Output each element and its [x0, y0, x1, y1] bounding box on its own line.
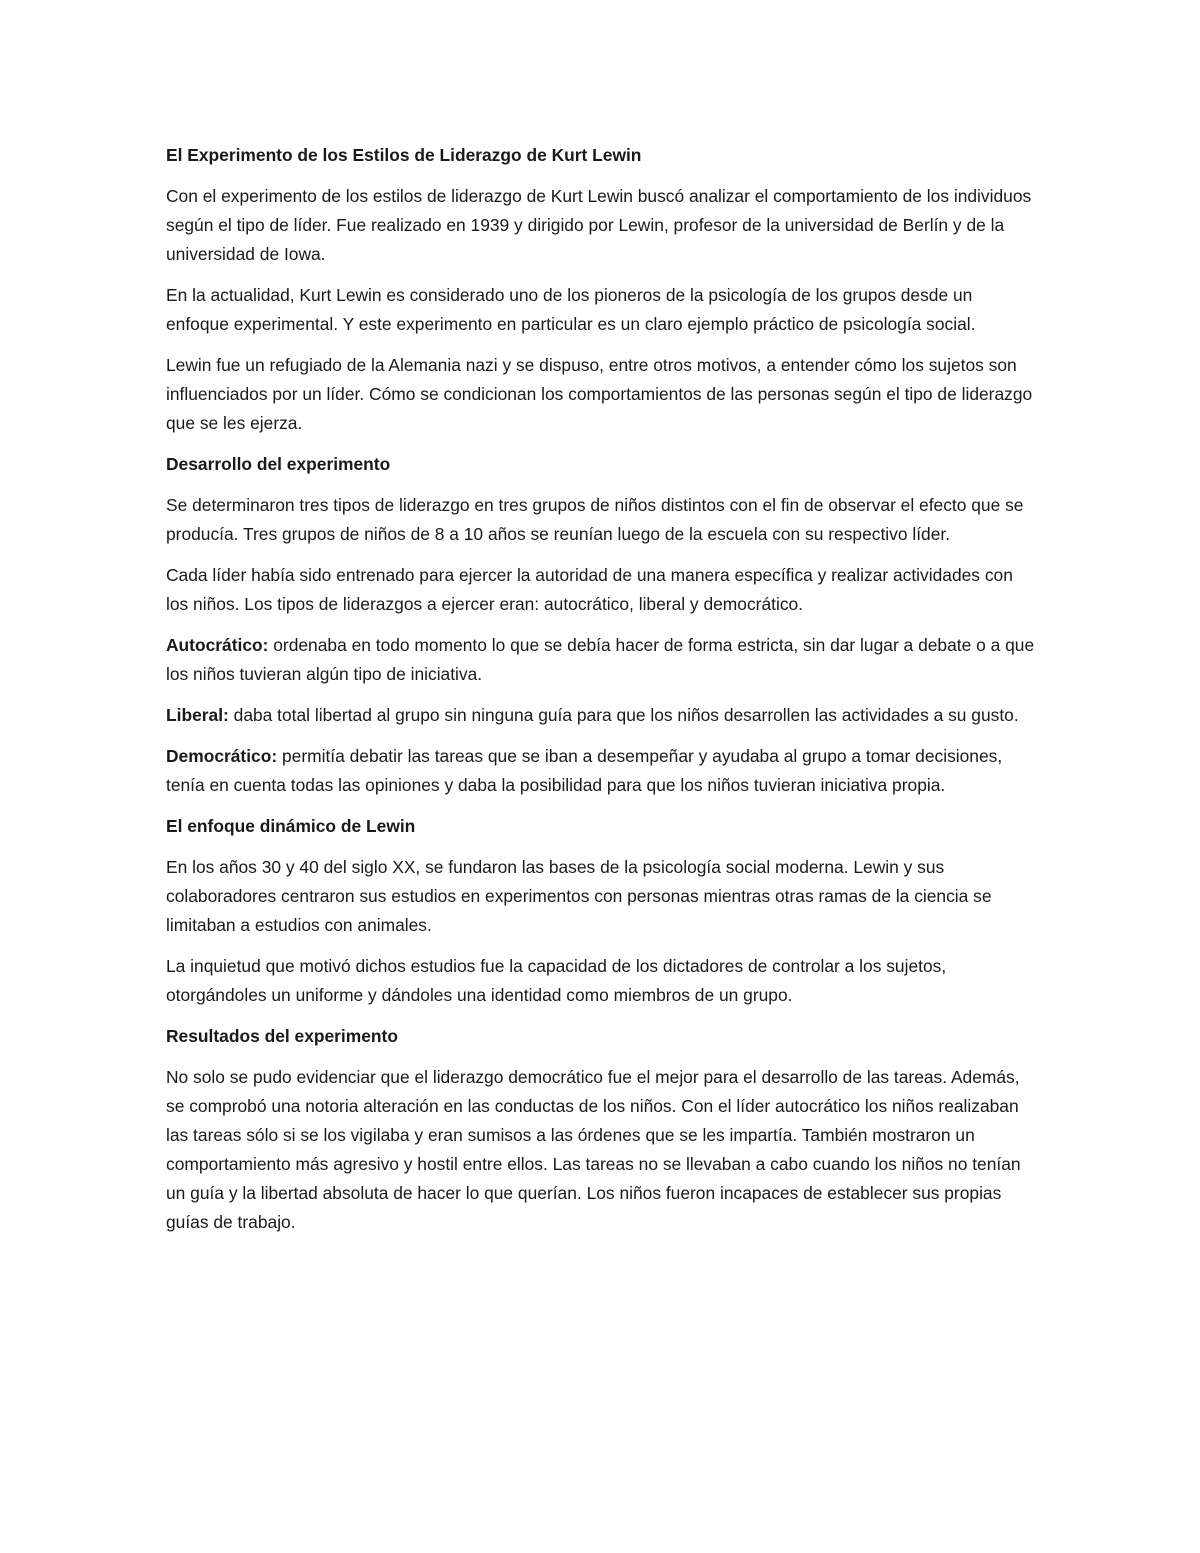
- enfoque-paragraph-1: En los años 30 y 40 del siglo XX, se fundaron las bases de la psicología social moderna. Lewin y sus colaboradores centraron sus estudios en experimentos con personas mientras otras ramas de la ciencia se limitaban a estudios con animales.: [166, 857, 992, 935]
- style-liberal: [166, 701, 1036, 730]
- section-heading-desarrollo: Desarrollo del experimento: [166, 454, 391, 474]
- document-page: [166, 141, 1036, 1249]
- enfoque-paragraph-2: La inquietud que motivó dichos estudios fue la capacidad de los dictadores de controlar a los sujetos, otorgándoles un uniforme y dándoles una identidad como miembros de un grupo.: [166, 956, 947, 1005]
- section-heading-resultados: Resultados del experimento: [166, 1026, 398, 1046]
- desarrollo-paragraph-2: Cada líder había sido entrenado para ejercer la autoridad de una manera específica y realizar actividades con los niños. Los tipos de liderazgos a ejercer eran: autocrático, liberal y democrático.: [166, 565, 1013, 614]
- style-text-liberal: daba total libertad al grupo sin ninguna guía para que los niños desarrollen las actividades a su gusto.: [228, 705, 1019, 725]
- document-title: El Experimento de los Estilos de Liderazgo de Kurt Lewin: [166, 145, 642, 165]
- section-heading-enfoque: El enfoque dinámico de Lewin: [166, 816, 416, 836]
- style-democratico: [166, 742, 1036, 800]
- style-text-autocratico: ordenaba en todo momento lo que se debía hacer de forma estricta, sin dar lugar a debate o a que los niños tuvieran algún tipo de iniciativa.: [166, 635, 1035, 684]
- style-autocratico: [166, 631, 1036, 689]
- intro-paragraph-1: Con el experimento de los estilos de liderazgo de Kurt Lewin buscó analizar el comportamiento de los individuos según el tipo de líder. Fue realizado en 1939 y dirigido por Lewin, profesor de la universidad de Berlín y de la universidad de Iowa.: [166, 186, 1032, 264]
- style-text-democratico: permitía debatir las tareas que se iban a desempeñar y ayudaba al grupo a tomar decisiones, tenía en cuenta todas las opiniones y daba la posibilidad para que los niños tuvieran iniciativa propia.: [166, 746, 1003, 795]
- desarrollo-paragraph-1: Se determinaron tres tipos de liderazgo en tres grupos de niños distintos con el fin de observar el efecto que se producía. Tres grupos de niños de 8 a 10 años se reunían luego de la escuela con su respectivo líder.: [166, 495, 1024, 544]
- style-term-autocratico: Autocrático:: [166, 635, 269, 655]
- resultados-paragraph-1: No solo se pudo evidenciar que el liderazgo democrático fue el mejor para el desarrollo de las tareas. Además, se comprobó una notoria alteración en las conductas de los niños. Con el líder autocrático los niños realizaban las tareas sólo si se los vigilaba y eran sumisos a las órdenes que se les impartía. También mostraron un comportamiento más agresivo y hostil entre ellos. Las tareas no se llevaban a cabo cuando los niños no tenían un guía y la libertad absoluta de hacer lo que querían. Los niños fueron incapaces de establecer sus propias guías de trabajo.: [166, 1067, 1021, 1232]
- style-term-democratico: Democrático:: [166, 746, 278, 766]
- intro-paragraph-2: En la actualidad, Kurt Lewin es considerado uno de los pioneros de la psicología de los grupos desde un enfoque experimental. Y este experimento en particular es un claro ejemplo práctico de psicología social.: [166, 285, 976, 334]
- intro-paragraph-3: Lewin fue un refugiado de la Alemania nazi y se dispuso, entre otros motivos, a entender cómo los sujetos son influenciados por un líder. Cómo se condicionan los comportamientos de las personas según el tipo de liderazgo que se les ejerza.: [166, 355, 1033, 433]
- style-term-liberal: Liberal:: [166, 705, 229, 725]
